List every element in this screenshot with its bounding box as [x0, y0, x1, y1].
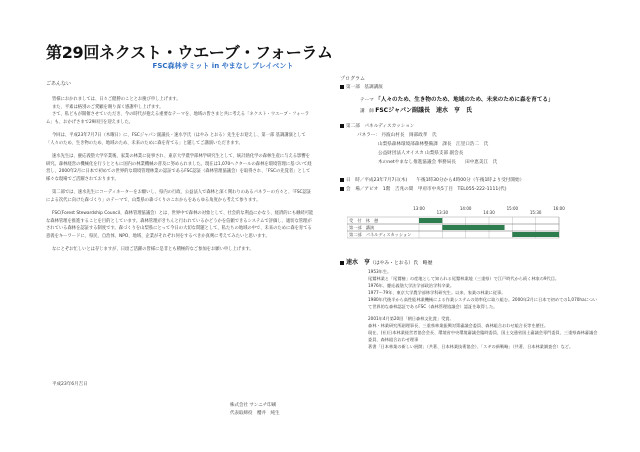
square-bullet-icon: [340, 261, 344, 265]
datetime-row: [340, 177, 524, 183]
venue-label: 会 場／: [346, 187, 365, 192]
panelist: 木のnetやまなし推進協議会 事務局長 田中恵美江 氏: [378, 160, 498, 165]
datetime-value: 平成23年7月7日(木) 午後1時30分から4時00分（午後1時より受付開始）: [364, 178, 525, 183]
signature-person: 代表取締役 櫻井 純生: [230, 411, 280, 416]
paragraph: FSC(Forest Stewardship Council、森林管理協議会）とは、世界中で森林の対象として、社会的な利益にかなう、経済的にも継続可能な森林管理を推進することを目的としています。森林管理がきちんと行われているかどうかを信頼できるシステムで評価し、適切な管理がされている森林を認証する制度です。森づくりを山梨県にとって今日の大切な問題として、私たちの地域の中で、未来のために森を育てる意義をキーワードに、県民、自治体、NPO、地域、企業がそれぞれ何をするべきか真剣に考えてみたいと思います。: [46, 211, 314, 239]
lecture-theme: 「人々のため、生き物のため、地域のため、未来のために森を育てる」: [375, 97, 554, 103]
schedule-time-label: 13:00: [413, 206, 425, 211]
forum-title: 第29回ネクスト・ウエーブ・フォーラム: [46, 43, 333, 62]
profile-line: 現在、(社)日本林業経営者協会会長、環境省中央環境審議会臨時委員、国土交通省国土審議会専門委員、三重県森林審議会委員、森林組合おわせ理事: [368, 330, 598, 342]
profile-line: 著書「日本林業の新しい展開」（共著、日本林業技術協会）、「スギの新戦略」（共著、日本林業調査会）など。: [368, 344, 574, 349]
square-bullet-icon: [340, 187, 344, 191]
profile-line: 尾鷲林業と「尾鷲檜」の産地として知られる尾鷲林業地（三重県）で江戸時代から続く林家の9代目。: [368, 276, 560, 281]
panelist: 山梨県森林環境部森林整備課 課長 江里口浩二 氏: [378, 142, 489, 147]
profile-suffix: 氏 略歴: [413, 261, 433, 266]
forum-subtitle: FSC森林サミット in やまなし プレイベント: [152, 62, 294, 70]
lecturer-name: FSCジャパン副議長 速水 亨 氏: [375, 107, 472, 114]
schedule-timeline: [347, 205, 567, 243]
schedule-row-label: 第二部 パネルディスカッション: [349, 232, 412, 237]
square-bullet-icon: [340, 124, 344, 128]
greeting-heading: ごあんない: [46, 81, 72, 87]
schedule-time-label: 15:30: [529, 210, 542, 215]
panelist: 公益財団法人オイスカ 山梨県支部 副会長: [378, 151, 464, 156]
part1-heading: 第一部 基調講演: [346, 85, 383, 90]
schedule-time-label: 13:30: [436, 210, 449, 215]
square-bullet-icon: [340, 85, 344, 89]
schedule-bar: [442, 225, 504, 230]
signature-company: 株式会社 サンニチ印刷: [230, 403, 277, 408]
theme-label: テーマ: [360, 98, 374, 103]
profile-line: 2001年4月第20回「朝日森林文化賞」受賞。: [368, 316, 454, 321]
square-bullet-icon: [340, 178, 344, 182]
profile-line: 森林・林業研究所副理事長、三重県林業振興対策審議会委員、森林組合おわせ組合長等を歴任。: [368, 323, 549, 328]
paragraph: 速水先生は、慶応義塾大学卒業後、家業の林業に従事され、東京大学農学部林学研究生として、統計熱化学の森林生産に与える影響を研究。森林経営の機械化を行うとともに国内の林業機械の普及に努められました。現在は1,070ヘクタールの森林を環境管理に基づいて経営し、2000年2月に日本で初めての世界的な環境管理林業の認証であるFSC認証（森林管理協議会）を取得され、「FSCの先覚者」として様々な現場でご活躍されております。: [46, 154, 312, 182]
venue-row: [340, 186, 507, 192]
datetime-label: 日 時／: [346, 178, 365, 183]
paragraph: 皆様におかれましては、日々ご健勝のこととお慶び申し上げます。: [52, 97, 181, 102]
paragraph: 第二部では、速水先生にコーディネーターをお願いし、県内の行政、公益法人で森林と深く関わりのあるパネラーの方々と、「FSC認証による次代に向けた森づくり」のテーマで、山梨県の森づくりのこれからをあらゆる角度から考えて参ります。: [46, 190, 312, 203]
theme-row: [360, 95, 554, 103]
profile-body: [368, 268, 600, 350]
schedule-row-label: 第一部 講演: [349, 225, 375, 230]
schedule-bar: [419, 218, 442, 223]
program-label: プログラム: [340, 76, 365, 82]
schedule-time-label: 16:00: [553, 206, 565, 211]
schedule-row-label: 受 付 休 憩: [349, 218, 379, 223]
issue-date: 平成23年6月吉日: [52, 382, 88, 387]
lecturer-label: 講 師: [360, 109, 374, 114]
venue-value: アピオ 1階 吉兆の間 甲府市中央5丁目 TEL055-222-1111(代): [364, 187, 507, 192]
schedule-time-label: 15:00: [506, 206, 519, 211]
profile-line: 1953年生。: [368, 269, 392, 274]
lecturer-row: [360, 105, 472, 114]
profile-reading: （はやみ・とおる）: [370, 261, 414, 266]
paragraph: 今回は、平成23年7月7日（木曜日）に、FSCジャパン副議長・速水亨氏（はやみ とおる）先生をお迎えし、第一部 基調講演として「人々のため、生き物のため、地域のため、未来のために森を育てる」と題してご講演いただきます。: [46, 133, 306, 146]
schedule-row-frame: [347, 217, 559, 224]
part2-heading-row: [340, 123, 414, 129]
paragraph: なにとぞお忙しいとは存じますが、日頃ご活躍の皆様に是非とも積極的なご参加をお願い申し上げます。: [52, 247, 254, 252]
paragraph: また、平素は格別のご愛顧を賜り深く感謝申し上げます。: [52, 104, 164, 110]
invitation-body: [46, 96, 314, 260]
panelists-label: パネラー：: [357, 133, 380, 138]
part1-heading-row: [340, 84, 383, 90]
panelists-row: [357, 132, 437, 138]
profile-heading: [340, 257, 432, 266]
schedule-time-label: 14:30: [483, 210, 495, 215]
profile-line: 1976年、慶応義塾大学法学部政治学科卒業。: [368, 283, 455, 288]
schedule-time-label: 14:00: [459, 206, 472, 211]
part2-heading: 第二部 パネルディスカッション: [346, 124, 415, 129]
paragraph: さて、私どもが開催させていただき、今の時代が抱える重要なテーマを、地域の皆さまと共に考える「ネクスト・ウエーブ・フォーラム」も、おかげさまで29回目を迎えました。: [46, 112, 310, 125]
profile-line: 1980年代後半から高性能林業機械による作業システムの効率化に取り組む。2000年2月に日本で初めての1,070haについて世界的な森林認証であるFSC（森林管理協議会）認証を取得した。: [368, 297, 598, 309]
profile-line: 1977〜79年、東京大学農学部林学科研究生。以来、家業の林業に従事。: [368, 290, 506, 295]
schedule-bar: [512, 232, 559, 237]
panelist: 丹波山村長 岡部政孝 氏: [381, 133, 437, 138]
profile-name: 速水 亨: [346, 259, 371, 266]
